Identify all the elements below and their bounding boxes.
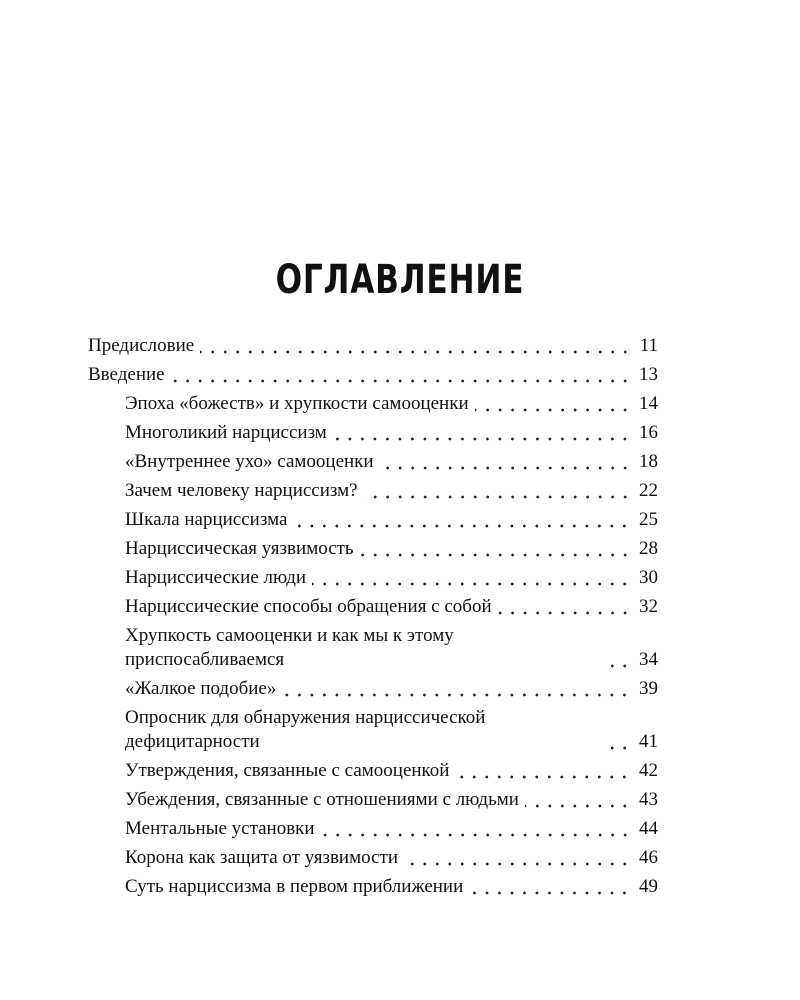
- dot-leader: [498, 595, 631, 619]
- toc-entry-title: Утверждения, связанные с самооценкой: [125, 760, 450, 781]
- toc-page-number: 30: [639, 567, 658, 588]
- dot-leader: [312, 566, 631, 590]
- toc-entry-title: Предисловие: [88, 335, 195, 356]
- toc-page-number: 28: [639, 538, 658, 559]
- toc-entry-title: Нарциссическая уязвимость: [125, 538, 354, 559]
- toc-page-number: 11: [639, 335, 658, 356]
- toc-page-number: 46: [639, 847, 658, 868]
- dot-leader: [469, 875, 631, 899]
- toc-entry[interactable]: [88, 875, 658, 899]
- dot-leader: [455, 759, 631, 783]
- toc-entry-title: Эпоха «божеств» и хрупкости самооценки: [125, 393, 469, 414]
- dot-leader: [611, 730, 631, 754]
- toc-entry[interactable]: [88, 479, 658, 503]
- toc-entry-title: Зачем человеку нарциссизм?: [125, 480, 358, 501]
- dot-leader: [380, 450, 631, 474]
- toc-entry[interactable]: [88, 677, 658, 701]
- dot-leader: [293, 508, 631, 532]
- toc-entry-title: Нарциссические способы обращения с собой: [125, 596, 492, 617]
- page-title: ОГЛАВЛЕНИЕ: [275, 257, 525, 303]
- toc-page-number: 39: [639, 678, 658, 699]
- toc-entry-title: Хрупкость самооценки и как мы к этому приспосабливаемся: [125, 625, 454, 670]
- toc-page-number: 44: [639, 818, 658, 839]
- toc-page-number: 43: [639, 789, 658, 810]
- toc-page-number: 22: [639, 480, 658, 501]
- toc-entry[interactable]: [88, 624, 658, 672]
- toc-entry-title: Шкала нарциссизма: [125, 509, 288, 530]
- toc-page-number: 42: [639, 760, 658, 781]
- dot-leader: [282, 677, 631, 701]
- toc-entry-title: Суть нарциссизма в первом приближении: [125, 876, 464, 897]
- dot-leader: [475, 392, 631, 416]
- dot-leader: [171, 363, 631, 387]
- toc-entry[interactable]: [88, 706, 658, 754]
- toc-page-number: 25: [639, 509, 658, 530]
- table-of-contents: [88, 334, 658, 904]
- dot-leader: [200, 334, 631, 358]
- dot-leader: [364, 479, 631, 503]
- toc-entry[interactable]: [88, 537, 658, 561]
- toc-entry-title: Ментальные установки: [125, 818, 315, 839]
- dot-leader: [360, 537, 631, 561]
- toc-entry-title: Многоликий нарциссизм: [125, 422, 327, 443]
- toc-page-number: 16: [639, 422, 658, 443]
- dot-leader: [321, 817, 631, 841]
- toc-page-number: 34: [639, 649, 658, 670]
- toc-entry-title: Нарциссические люди: [125, 567, 307, 588]
- dot-leader: [404, 846, 631, 870]
- toc-entry[interactable]: [88, 788, 658, 812]
- toc-entry-title: Введение: [88, 364, 165, 385]
- toc-entry-title: Корона как защита от уязвимости: [125, 847, 399, 868]
- toc-entry-title: «Жалкое подобие»: [125, 678, 277, 699]
- dot-leader: [525, 788, 631, 812]
- toc-page-number: 13: [639, 364, 658, 385]
- toc-entry[interactable]: [88, 334, 658, 358]
- toc-page-number: 49: [639, 876, 658, 897]
- toc-entry[interactable]: [88, 421, 658, 445]
- toc-entry[interactable]: [88, 759, 658, 783]
- toc-page-number: 32: [639, 596, 658, 617]
- toc-entry-title: Опросник для обнаружения нарциссической дефицитарности: [125, 707, 486, 752]
- toc-entry[interactable]: [88, 817, 658, 841]
- toc-page-number: 41: [639, 731, 658, 752]
- toc-page-number: 14: [639, 393, 658, 414]
- toc-entry[interactable]: [88, 392, 658, 416]
- toc-entry[interactable]: [88, 363, 658, 387]
- toc-entry-title: Убеждения, связанные с отношениями с людьми: [125, 789, 519, 810]
- dot-leader: [611, 648, 631, 672]
- toc-entry[interactable]: [88, 566, 658, 590]
- toc-entry[interactable]: [88, 450, 658, 474]
- toc-entry-title: «Внутреннее ухо» самооценки: [125, 451, 374, 472]
- toc-entry[interactable]: [88, 508, 658, 532]
- toc-entry[interactable]: [88, 846, 658, 870]
- toc-entry[interactable]: [88, 595, 658, 619]
- dot-leader: [333, 421, 631, 445]
- toc-page-number: 18: [639, 451, 658, 472]
